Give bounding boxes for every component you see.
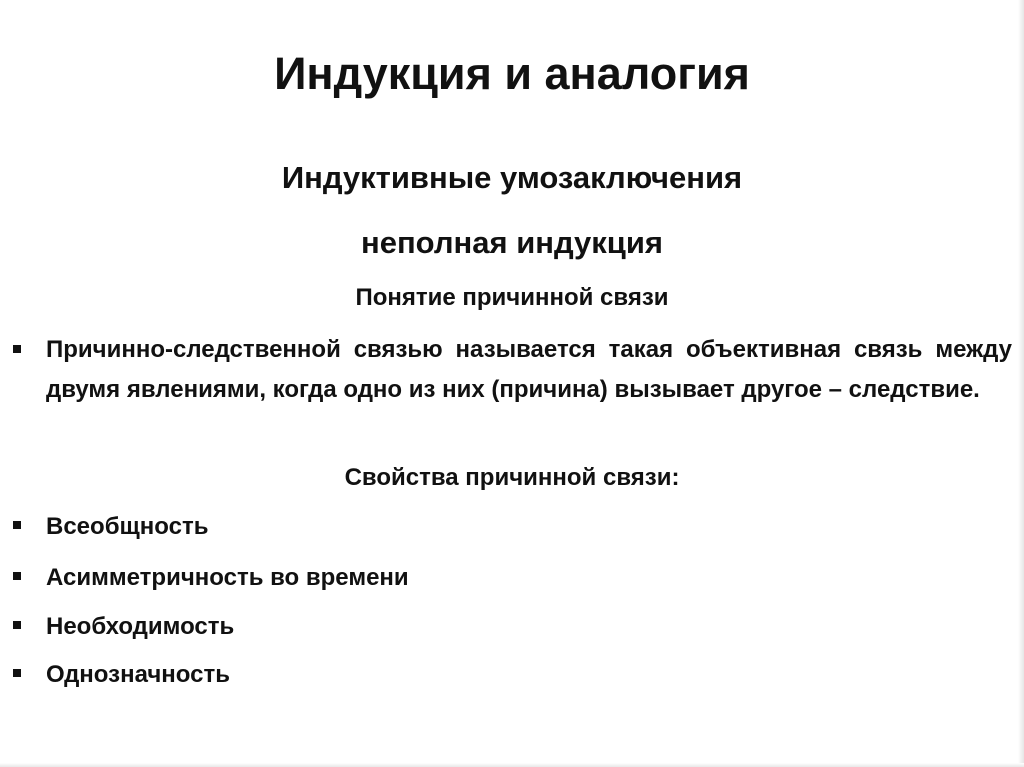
- definition-text: Причинно-следственной связью называется такая объективная связь между двумя явлениями, когда одно из них (причина) вызывает другое – следствие.: [46, 336, 1012, 403]
- property-label: Асимметричность во времени: [46, 564, 409, 591]
- square-bullet-icon: [13, 669, 21, 677]
- slide-edge-shadow: [1018, 0, 1024, 767]
- square-bullet-icon: [13, 345, 21, 353]
- property-label: Всеобщность: [46, 513, 209, 540]
- properties-heading: Свойства причинной связи:: [344, 464, 680, 491]
- square-bullet-icon: [13, 621, 21, 629]
- property-label: Однозначность: [46, 661, 230, 688]
- slide-bottom-shadow: [0, 763, 1024, 767]
- square-bullet-icon: [13, 521, 21, 529]
- subtitle-causal-concept: Понятие причинной связи: [355, 284, 669, 311]
- square-bullet-icon: [13, 572, 21, 580]
- subtitle-incomplete-induction: неполная индукция: [360, 225, 663, 260]
- slide-title: Индукция и аналогия: [274, 48, 750, 99]
- subtitle-inductive-inferences: Индуктивные умозаключения: [281, 160, 743, 195]
- property-label: Необходимость: [46, 613, 235, 640]
